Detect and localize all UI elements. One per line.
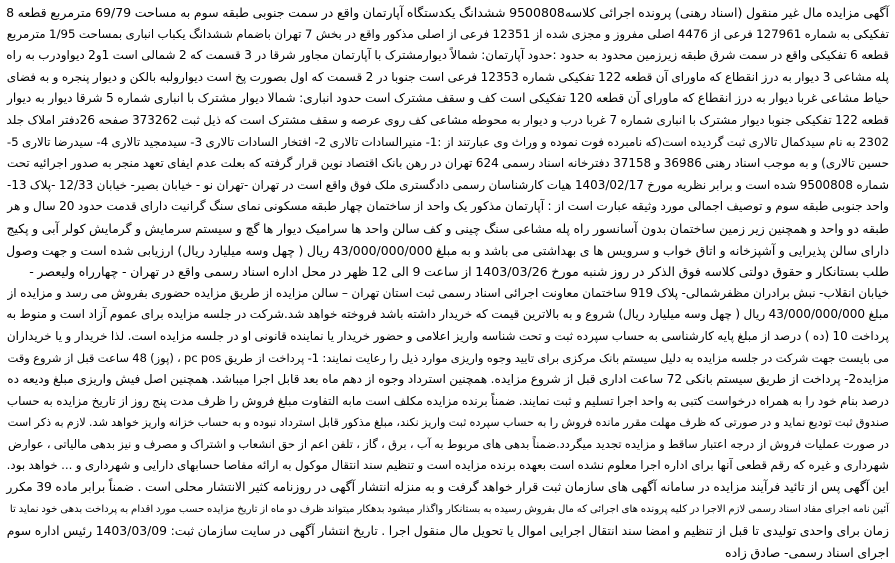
notice-line: شماره 9500808 شده است و برابر نظریه مورخ 1403/02/17 هیات کارشناسان رسمی دادگستری ملک فوق واقع است در تهران -تهران نو - خیابان بصیر- خیابان 12/33 -پلاک 13-: [6, 177, 889, 192]
notice-line: آئین نامه اجرای مفاد اسناد رسمی لازم الاجرا در کلیه پرونده های اجرائی که مال بفروش رسیده به بستانکار واگذار میشود بدهکار میتواند ظرف دو ماه از تاریخ مزایده حسب مورد اقدام به پرداخت بدهی خود نماید تا: [9, 503, 889, 515]
notice-line: تفکیکی به شماره 127961 فرعی از 4476 اصلی مفروز و مجزی شده از 12351 فرعی از اصلی مذکور واقع در بخش 7 تهران باضمام ششدانگ یکباب انباری بمساحت 1/95 مترمربع: [6, 26, 889, 41]
notice-line: خیابان انقلاب- نبش برادران مظفرشمالی- پلاک 919 ساختمان معاونت اجرائی اسناد رسمی ثبت استان تهران – سالن مزایده از طریق مزایده حضوری بفروش می رسد و مزایده از: [7, 285, 889, 300]
notice-line: دارای سالن پذیرایی و آشپزخانه و اتاق خواب و سرویس ها ی بهداشتی می باشد و به مبلغ 43/000/000/000 ریال ( چهل وسه میلیارد ریال) ارزیابی شده است و جهت وصول: [6, 242, 889, 258]
notice-line: حسین تالاری) و به موجب اسناد رهنی 36986 و 37158 دفترخانه اسناد رسمی 624 تهران در رهن بانک اقتصاد نوین قرار گرفته که بعلت عدم ایفای تعهد منجر به صدور اجرائیه تحت: [6, 156, 889, 171]
notice-line: پرداخت 10 (ده ) درصد از مبلغ پایه کارشناسی به حساب سپرده ثبت و تحت شناسه واریز اعلامی و حضور خریدار یا نماینده قانونی او در جلسه مزایده است. لذا خریدار و یا خریداران: [6, 328, 889, 343]
notice-line: طبقه دو واحد و همچنین زیر زمین ساختمان بدون آسانسور راه پله مشاعی سنگ چینی و کف سالن واحد ها سرامیک دیوار ها گچ و سیستم سرمایش و گرمایش کولر آبی و پکیج: [6, 220, 889, 236]
notice-line: صندوق ثبت تودیع نماید و در صورتی که ظرف مهلت مقرر مانده فروش را به حساب سپرده ثبت واریز نکند، مبلغ مذکور قابل استرداد نبوده و به حساب خزانه واریز خواهد شد. لازم به ذکر است: [7, 415, 889, 430]
notice-line: قطعه 122 تفکیکی جنوبا دیوار مشترک با انباری شماره 7 غربا درب و دیوار به محوطه مشاعی کف روی عرصه و سقف مشترک است که ذیل ثبت 373262 صفحه 26دفتر املاک جلد: [6, 112, 889, 127]
notice-line: طلب بستانکار و حقوق دولتی کلاسه فوق الذکر در روز شنبه مورخ 1403/03/26 از ساعت 9 الی 12 ظهر در محل اداره اسناد رسمی واقع در تهران - چهارراه ولیعصر -: [29, 264, 889, 280]
notice-line: درصد بنام خود را به همراه درخواست کتبی به واحد اجرا تسلیم و ثبت نمایند. ضمناً برنده مزایده مکلف است مابه التفاوت مبلغ فروش را ظرف مدت پنج روز از تاریخ مزایده به حساب: [6, 393, 889, 408]
notice-line: آگهی مزایده مال غیر منقول (اسناد رهنی) پرونده اجرائی کلاسه9500808 ششدانگ یکدستگاه آپارتمان واقع در سمت جنوبی طبقه سوم به مساحت 69/79 مترمربع قطعه 8: [6, 5, 889, 20]
notice-line: در صورت عملیات فروش از درجه اعتبار ساقط و مزایده تجدید میگردد.ضمناً بدهی های مربوط به آب ، برق ، گاز ، تلفن اعم از حق انشعاب و اشتراک و مصرف و نیز بدهی مالیاتی ، عوارض: [8, 436, 889, 451]
notice-line: قطعه 6 تفکیکی واقع در سمت شرق طبقه زیرزمین محدود به حدود :حدود آپارتمان: شمالاً دیوارمشترک با آپارتمان مجاور شرقا در 3 قسمت که 2 شمالی است 1و2 دیواودرب به راه: [6, 48, 889, 63]
notice-line: این آگهی پس از تائید فرآیند مزایده در سامانه آگهی های سازمان ثبت قرار خواهد گرفت و به منزله انتشار آگهی در روزنامه کثیر الانتشار محلی است . ضمناً برابر ماده 39 مکرر: [6, 480, 889, 495]
notice-line: 2302 به نام سیدکمال تالاری ثبت گردیده است(که نامبرده فوت نموده و وراث وی عبارتند از :1- منیرالسادات تالاری 2- افتخار السادات تالاری 3- سیدمجید تالاری 4- سیدرضا تالاری 5-: [6, 134, 889, 149]
notice-signature-line: اجرای اسناد رسمی- صادق زاده: [725, 544, 889, 560]
notice-line: می بایست جهت شرکت در جلسه مزایده به دلیل سیستم بانک مرکزی برای تایید وجوه واریزی موارد ذیل را رعایت نمایند: 1- پرداخت از طریق pc pos ، (پوز) 48 ساعت قبل از شروع وقت: [7, 350, 889, 365]
notice-line: واحد جنوبی طبقه سوم و توصیف اجمالی مورد وثیقه عبارت است از : آپارتمان مذکور یک واحد از ساختمان چهار طبقه مسکونی نمای سنگ گرانیت دارای قدمت حدود 20 سال و هر: [7, 199, 889, 214]
notice-line: حیاط مشاعی غربا دیوار به درز انقطاع که ماورای آن قطعه 120 تفکیکی است کف و سقف مشترک است حدود انباری: شمالا دیوار مشترک با انباری شماره 5 شرقا دیوار به دیوار: [6, 91, 889, 106]
notice-line: مزایده2- پرداخت از طریق سیستم بانکی 72 ساعت اداری قبل از شروع مزایده. همچنین استرداد وجوه از دهم ماه بعد قابل اجرا میباشد. همچنین اصل فیش واریزی مبلغ ودیعه ده: [7, 372, 889, 387]
notice-line: پله مشاعی 3 دیوار به درز انقطاع که ماورای آن قطعه 122 تفکیکی شماره 12353 فرعی است جنوبا در 2 قسمت که اول بصورت پخ است دیوارولبه بالکن و دیوار پنجره و به فضای: [6, 69, 889, 84]
notice-line: شهرداری و غیره که رقم قطعی آنها برای اداره اجرا معلوم نشده است بعهده برنده مزایده است و تنظیم سند انتقال موکول به ارائه مفاصا حسابهای دارایی و شهرداری و ... خواهد بود.: [6, 458, 889, 473]
notice-line: مبلغ 43/000/000/000 ریال ( چهل وسه میلیارد ریال) شروع و به بالاترین قیمت که خریدار داشته باشد فروخته خواهد شد.شرکت در جلسه مزایده برای عموم آزاد است و منوط به: [6, 307, 889, 322]
notice-line: زمان برای واحدی تولیدی تا قبل از تنظیم و امضا سند انتقال اجرایی اموال یا تحویل مال منقول اجرا . تاریخ انتشار آگهی در سایت سازمان ثبت: 1403/03/09 رئیس اداره سوم: [6, 523, 889, 539]
auction-notice-text: [6, 2, 889, 563]
